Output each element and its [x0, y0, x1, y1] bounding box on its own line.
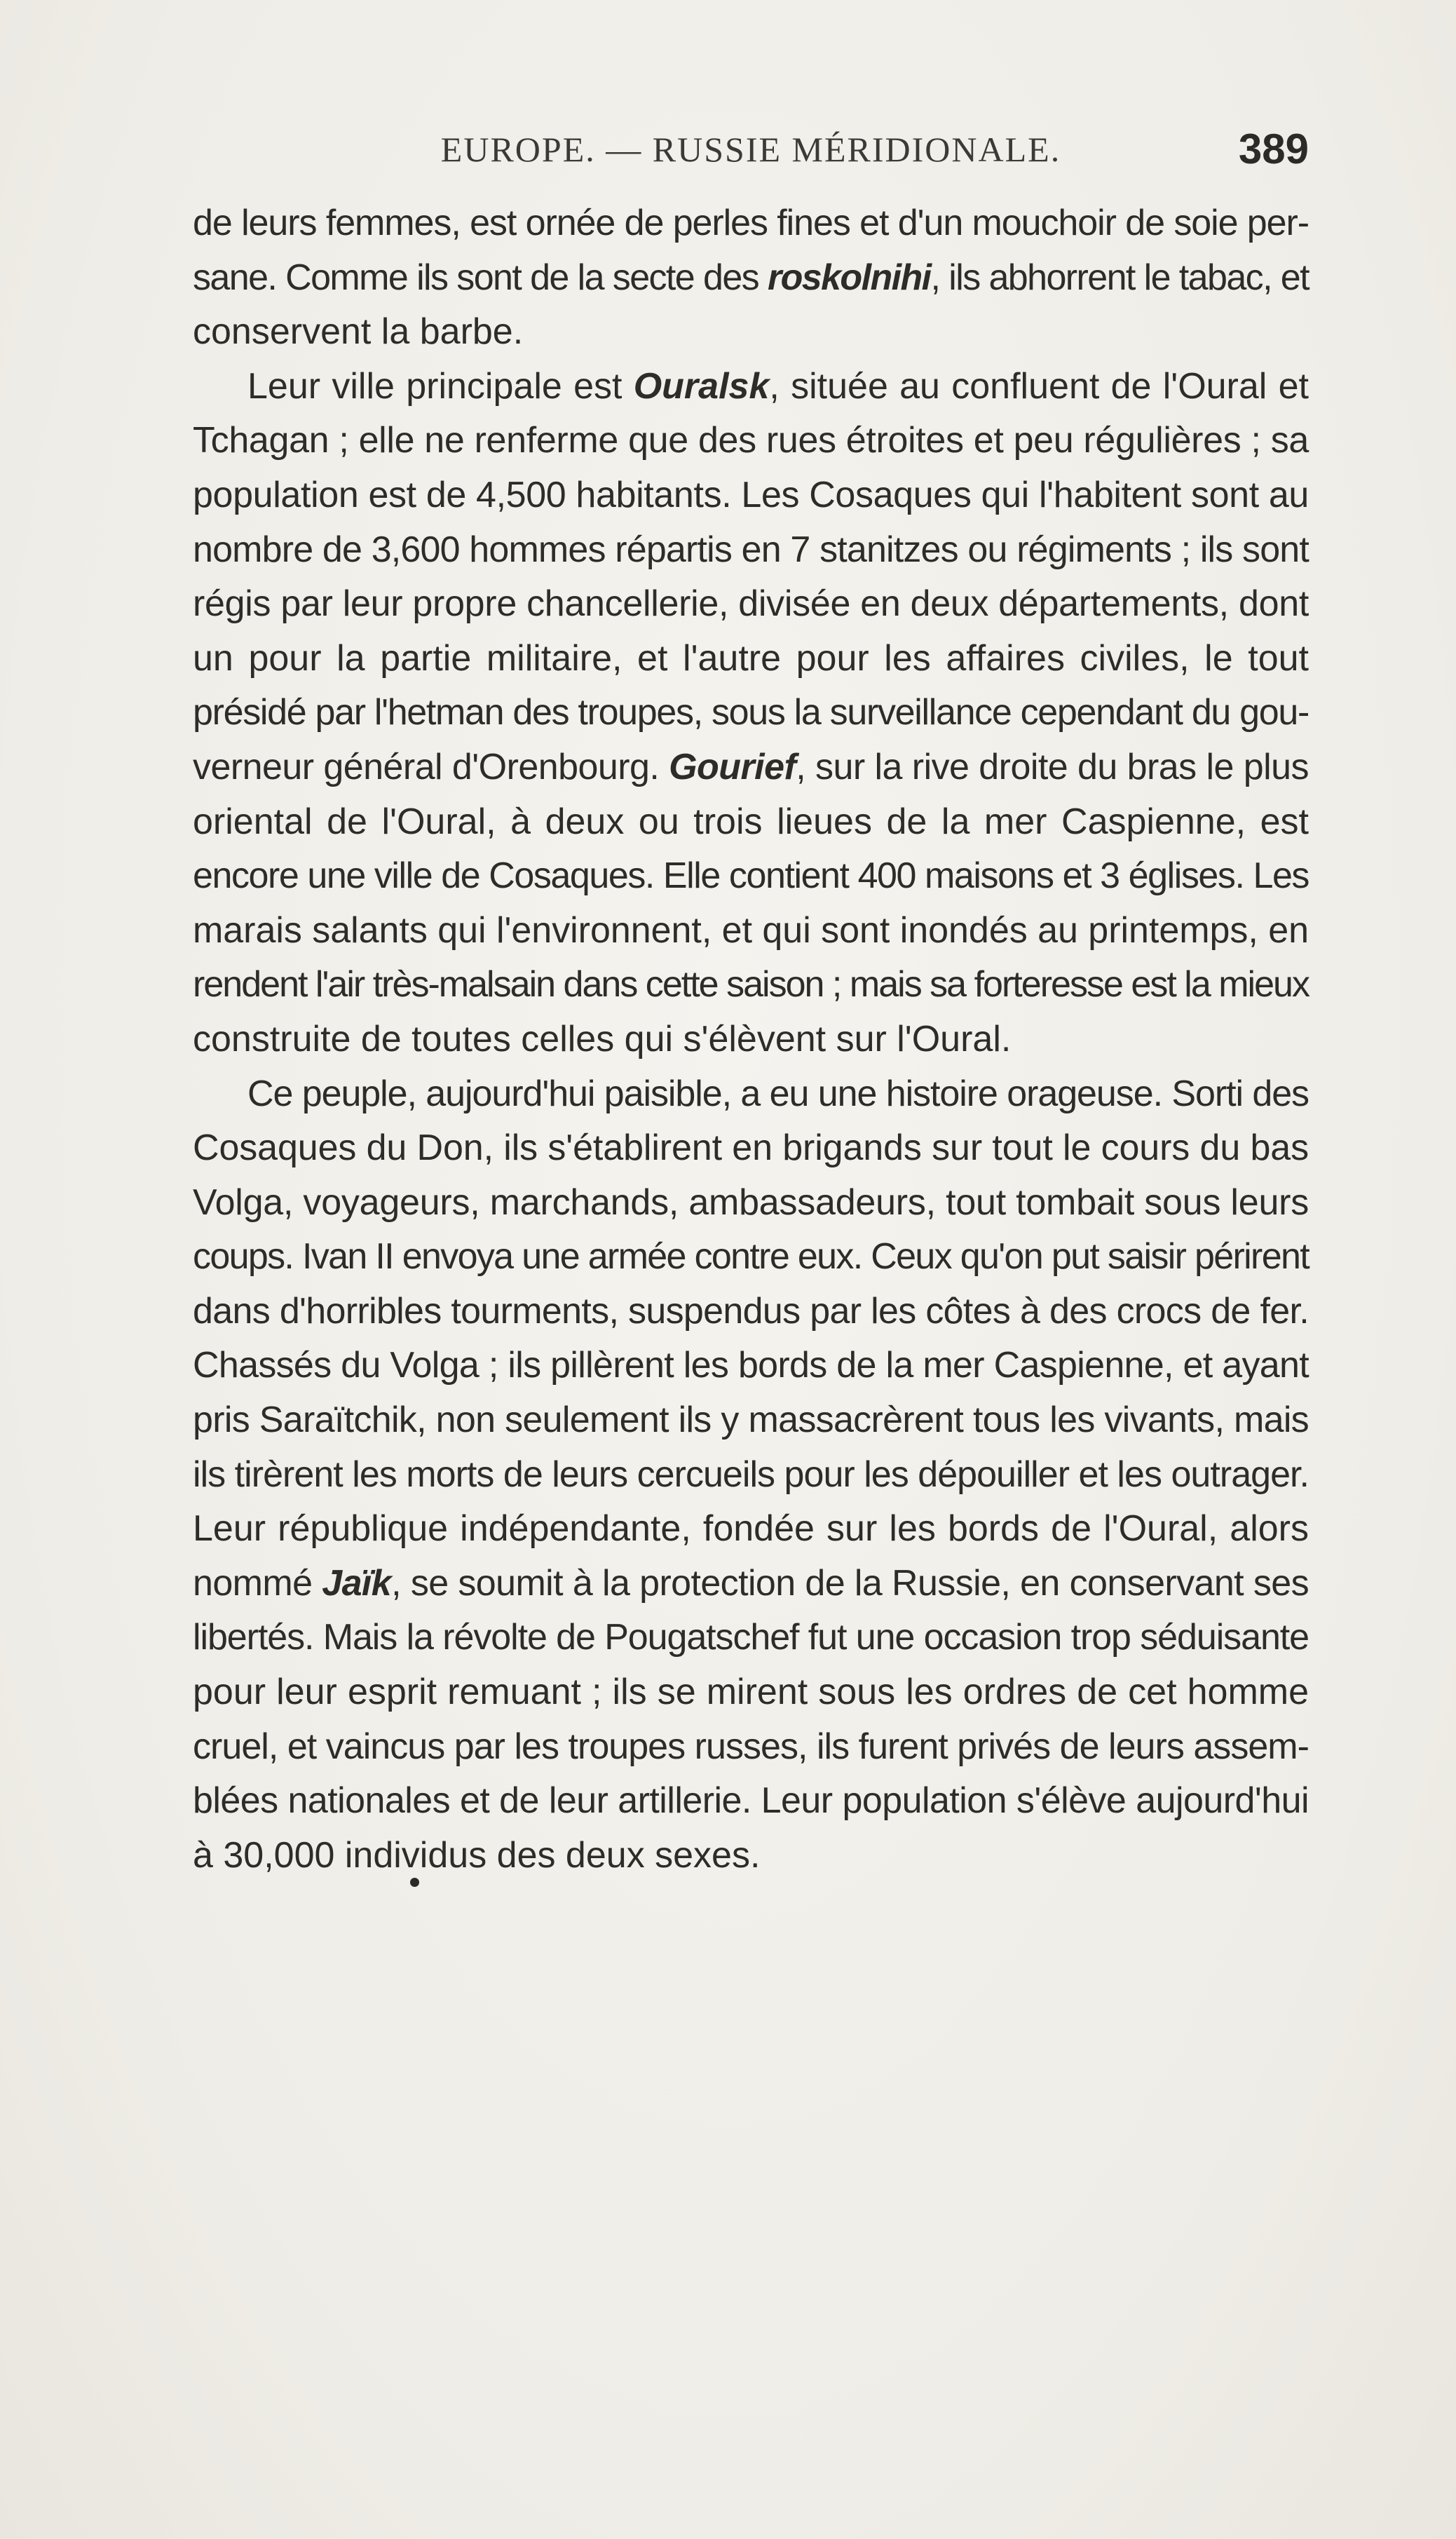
ink-dot	[410, 1878, 419, 1887]
text-line: nombre de 3,600 hommes répartis en 7 stanitzes ou régiments ; ils sont	[193, 529, 1309, 570]
text-line: de leurs femmes, est ornée de perles fines et d'un mouchoir de soie per-	[193, 203, 1309, 243]
text-line: construite de toutes celles qui s'élèvent sur l'Oural.	[193, 1018, 1012, 1059]
text-line: ils tirèrent les morts de leurs cercueils pour les dépouiller et les outrager.	[193, 1454, 1309, 1495]
text-line: régis par leur propre chancellerie, divisée en deux départements, dont	[193, 583, 1309, 625]
text-line: rendent l'air très-malsain dans cette saison ; mais sa forteresse est la mieux	[193, 964, 1309, 1006]
text-line: nommé Jaïk, se soumit à la protection de la Russie, en conservant ses	[193, 1562, 1309, 1604]
text-line: présidé par l'hetman des troupes, sous la surveillance cependant du gou-	[193, 692, 1309, 733]
body-text	[193, 196, 1309, 1883]
text-line: population est de 4,500 habitants. Les Cosaques qui l'habitent sont au	[193, 474, 1309, 515]
text-line: Leur république indépendante, fondée sur les bords de l'Oural, alors	[193, 1508, 1309, 1550]
text-line: dans d'horribles tourments, suspendus par les côtes à des crocs de fer.	[193, 1290, 1309, 1332]
text-line: Chassés du Volga ; ils pillèrent les bords de la mer Caspienne, et ayant	[193, 1345, 1309, 1386]
text-line: Tchagan ; elle ne renferme que des rues étroites et peu régulières ; sa	[193, 420, 1309, 461]
running-head: EUROPE. — RUSSIE MÉRIDIONALE.	[440, 130, 1061, 169]
text-line: à 30,000 individus des deux sexes.	[193, 1834, 761, 1876]
text-line: Leur ville principale est Ouralsk, située au confluent de l'Oural et	[247, 365, 1309, 407]
page-header	[193, 125, 1309, 174]
text-line: cruel, et vaincus par les troupes russes, ils furent privés de leurs assem-	[193, 1726, 1309, 1767]
text-line: blées nationales et de leur artillerie. Leur population s'élève aujourd'hui	[193, 1780, 1309, 1822]
text-line: marais salants qui l'environnent, et qui sont inondés au printemps, en	[193, 909, 1309, 951]
text-line: sane. Comme ils sont de la secte des roskolnihi, ils abhorrent le tabac, et	[193, 257, 1309, 298]
page-number: 389	[1238, 126, 1309, 172]
text-line: libertés. Mais la révolte de Pougatschef fut une occasion trop séduisante	[193, 1617, 1309, 1658]
text-line: pour leur esprit remuant ; ils se mirent sous les ordres de cet homme	[193, 1672, 1309, 1713]
text-line: un pour la partie militaire, et l'autre pour les affaires civiles, le tout	[193, 637, 1309, 679]
text-line: coups. Ivan II envoya une armée contre eux. Ceux qu'on put saisir périrent	[193, 1236, 1309, 1278]
text-line: conservent la barbe.	[193, 311, 524, 353]
text-line: Ce peuple, aujourd'hui paisible, a eu une histoire orageuse. Sorti des	[247, 1073, 1309, 1114]
text-line: Volga, voyageurs, marchands, ambassadeurs, tout tombait sous leurs	[193, 1182, 1309, 1223]
text-line: verneur général d'Orenbourg. Gourief, sur la rive droite du bras le plus	[193, 746, 1309, 787]
text-line: oriental de l'Oural, à deux ou trois lieues de la mer Caspienne, est	[193, 801, 1309, 842]
text-line: encore une ville de Cosaques. Elle contient 400 maisons et 3 églises. Les	[193, 855, 1309, 897]
text-line: Cosaques du Don, ils s'établirent en brigands sur tout le cours du bas	[193, 1128, 1309, 1169]
text-line: pris Saraïtchik, non seulement ils y massacrèrent tous les vivants, mais	[193, 1400, 1309, 1441]
